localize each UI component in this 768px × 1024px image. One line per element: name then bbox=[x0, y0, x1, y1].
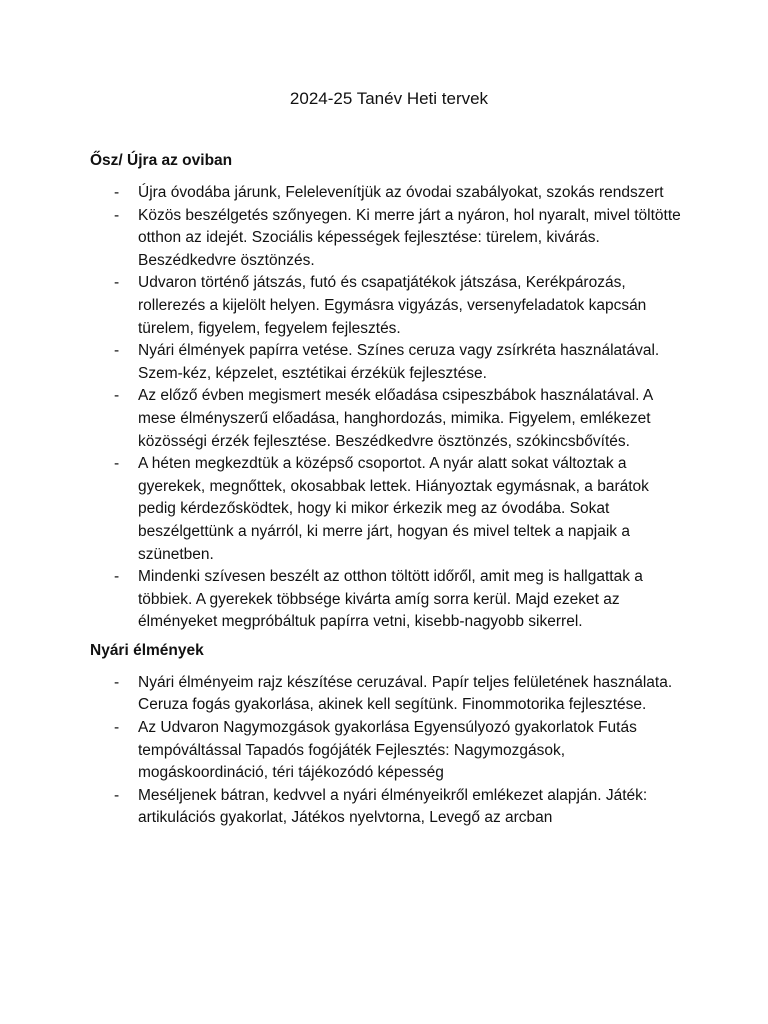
list-item bbox=[90, 340, 688, 385]
bullet-dash: - bbox=[114, 274, 120, 292]
bullet-dash: - bbox=[114, 184, 120, 201]
list-item bbox=[90, 717, 688, 785]
bullet-dash: - bbox=[114, 206, 120, 224]
section-heading-osz: Ősz/ Újra az oviban bbox=[90, 152, 233, 169]
list-item bbox=[90, 785, 688, 830]
list-item-text: Újra óvodába járunk, Felelevenítjük az óvodai szabályokat, szokás rendszert bbox=[138, 184, 664, 201]
list-item bbox=[90, 672, 688, 717]
list-item bbox=[90, 272, 688, 340]
bullet-dash: - bbox=[114, 387, 120, 405]
bullet-dash: - bbox=[114, 455, 120, 473]
list-item-text: Mindenki szívesen beszélt az otthon töltött időről, amit meg is hallgattak a többiek. A gyerekek többsége kivárta amíg sorra kerül. Majd ezeket az élményeket megpróbáltuk papírra vetni, kisebb-nagyobb sikerrel. bbox=[138, 568, 643, 631]
list-item bbox=[90, 566, 688, 634]
bullet-dash: - bbox=[114, 786, 120, 804]
list-item-text: Meséljenek bátran, kedvvel a nyári élményeikről emlékezet alapján. Játék: artikulációs gyakorlat, Játékos nyelvtorna, Levegő az arcban bbox=[138, 786, 648, 827]
section-list-nyari-elmenyek bbox=[90, 672, 688, 830]
section-list-osz bbox=[90, 182, 688, 634]
list-item-text: Nyári élményeim rajz készítése ceruzával. Papír teljes felületének használata. Ceruza fogás gyakorlása, akinek kell segítünk. Finommotorika fejlesztése. bbox=[138, 673, 673, 714]
bullet-dash: - bbox=[114, 342, 120, 360]
list-item bbox=[90, 453, 688, 566]
bullet-dash: - bbox=[114, 568, 120, 586]
page-title: 2024-25 Tanév Heti tervek bbox=[289, 89, 489, 108]
list-item bbox=[90, 205, 688, 273]
list-item-text: Udvaron történő játszás, futó és csapatjátékok játszása, Kerékpározás, rollerezés a kijelölt helyen. Egymásra vigyázás, versenyfeladatok kapcsán türelem, figyelem, fegyelem fejlesztés. bbox=[138, 274, 647, 337]
list-item-text: Közös beszélgetés szőnyegen. Ki merre járt a nyáron, hol nyaralt, mivel töltötte otthon az idejét. Szociális képességek fejlesztése: türelem, kivárás. Beszédkedvre ösztönzés. bbox=[138, 206, 681, 269]
list-item bbox=[90, 385, 688, 453]
bullet-dash: - bbox=[114, 673, 120, 691]
list-item bbox=[90, 182, 688, 205]
list-item-text: Az előző évben megismert mesék előadása csipeszbábok használatával. A mese élményszerű előadása, hanghordozás, mimika. Figyelem, emlékezet közösségi érzék fejlesztése. Beszédkedvre ösztönzés, szókincsbővítés. bbox=[138, 387, 653, 450]
list-item-text: Nyári élmények papírra vetése. Színes ceruza vagy zsírkréta használatával. Szem-kéz, képzelet, esztétikai érzékük fejlesztése. bbox=[138, 342, 660, 382]
list-item-text: Az Udvaron Nagymozgások gyakorlása Egyensúlyozó gyakorlatok Futás tempóváltással Tapadós fogójáték Fejlesztés: Nagymozgások, mogáskoordináció, téri tájékozódó képesség bbox=[138, 719, 637, 782]
section-heading-nyari-elmenyek: Nyári élmények bbox=[90, 641, 204, 659]
bullet-dash: - bbox=[114, 719, 120, 737]
list-item-text: A héten megkezdtük a középső csoportot. A nyár alatt sokat változtak a gyerekek, megnőttek, okosabbak lettek. Hiányoztak egymásnak, a barátok pedig kérdezősködtek, hogy ki mikor érkezik meg az óvodába. Sokat beszélgettünk a nyárról, ki merre járt, hogyan és mivel teltek a napjaik a szünetben. bbox=[138, 455, 649, 563]
